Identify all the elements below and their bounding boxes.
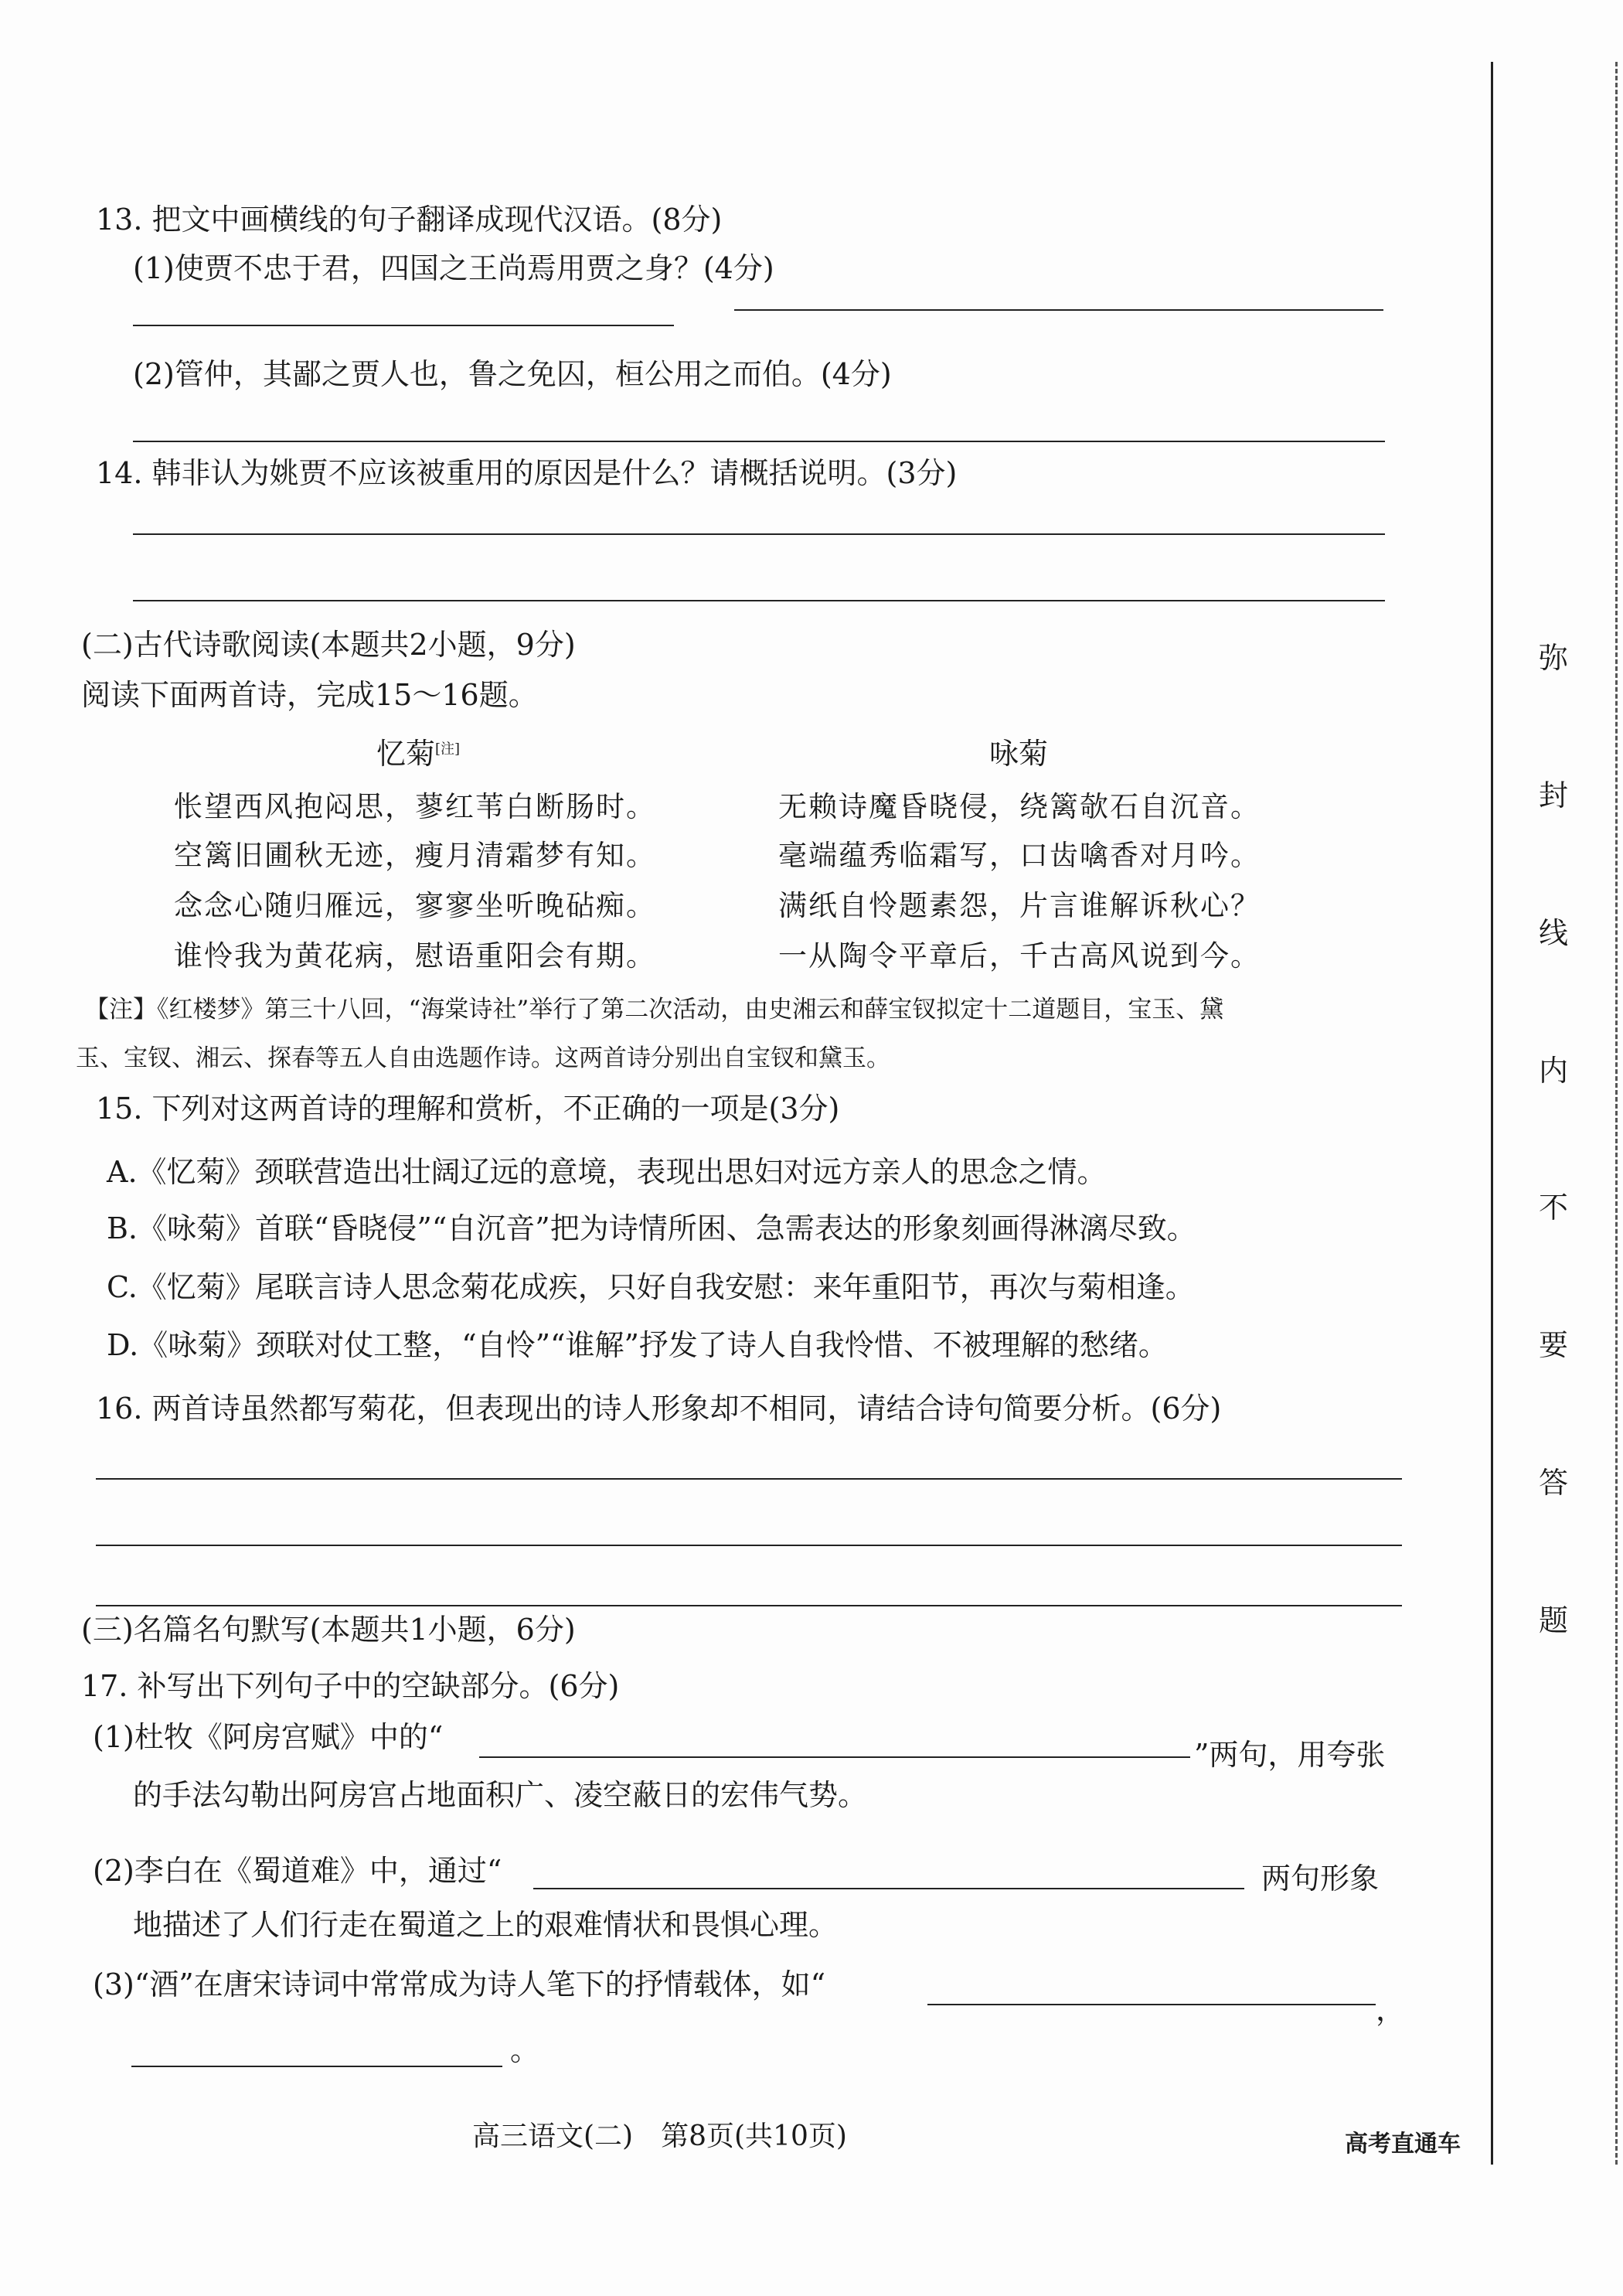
q13-sub2: (2)管仲，其鄙之贾人也，鲁之免囚，桓公用之而伯。(4分): [133, 357, 892, 391]
q17-sub3-period: 。: [510, 2033, 540, 2067]
poem2-line: 无赖诗魔昏晓侵，绕篱欹石自沉音。: [778, 790, 1261, 823]
seal-char: 封: [1538, 778, 1568, 812]
q16-stem: 16. 两首诗虽然都写菊花，但表现出的诗人形象却不相同，请结合诗句简要分析。(6分): [96, 1392, 1222, 1426]
answer-line[interactable]: [133, 325, 674, 326]
note-mark: [注]: [435, 741, 461, 758]
q17-sub1-end: ”两句，用夸张: [1194, 1738, 1386, 1772]
section2-instructions: 阅读下面两首诗，完成15～16题。: [81, 678, 538, 712]
answer-line[interactable]: [96, 1605, 1402, 1606]
q17-sub1-cont: 的手法勾勒出阿房宫占地面积广、凌空蔽日的宏伟气势。: [133, 1778, 868, 1812]
q17-sub2-cont: 地描述了人们行走在蜀道之上的艰难情状和畏惧心理。: [133, 1908, 839, 1942]
q17-sub1-start: (1)杜牧《阿房宫赋》中的“: [93, 1720, 444, 1754]
poem1-line: 空篱旧圃秋无迹，瘦月清霜梦有知。: [174, 839, 656, 872]
answer-line[interactable]: [133, 600, 1385, 601]
answer-line[interactable]: [96, 1478, 1402, 1480]
seal-char: 答: [1538, 1466, 1568, 1501]
seal-notice: [1534, 634, 1573, 1639]
poem1-line: 谁怜我为黄花病，慰语重阳会有期。: [174, 939, 656, 973]
q15-option-a[interactable]: A.《忆菊》颈联营造出壮阔辽远的意境，表现出思妇对远方亲人的思念之情。: [107, 1155, 1107, 1189]
page-footer: 高三语文(二) 第8页(共10页): [472, 2121, 847, 2152]
answer-line[interactable]: [133, 533, 1385, 535]
q14-stem: 14. 韩非认为姚贾不应该被重用的原因是什么？请概括说明。(3分): [96, 456, 958, 490]
poem2-line: 一从陶令平章后，千古高风说到今。: [778, 939, 1261, 973]
q17-sub3-comma: ，: [1376, 1993, 1406, 2027]
q17-stem: 17. 补写出下列句子中的空缺部分。(6分): [81, 1669, 620, 1703]
binding-line: [1491, 62, 1493, 2165]
note-line: 【注】《红楼梦》第三十八回，“海棠诗社”举行了第二次活动，由史湘云和薛宝钗拟定十二道题目，宝玉、黛: [85, 996, 1224, 1024]
answer-line[interactable]: [96, 1545, 1402, 1546]
answer-line[interactable]: [133, 441, 1385, 442]
seal-char: 题: [1538, 1603, 1568, 1637]
q15-option-c[interactable]: C.《忆菊》尾联言诗人思念菊花成疾，只好自我安慰：来年重阳节，再次与菊相逢。: [107, 1270, 1195, 1304]
blank-line[interactable]: [479, 1756, 1190, 1758]
cut-line: [1615, 62, 1618, 2165]
section3-title: (三)名篇名句默写(本题共1小题，6分): [81, 1613, 576, 1647]
poem2-title: 咏菊: [989, 737, 1049, 771]
seal-char: 要: [1538, 1328, 1568, 1363]
seal-char: 弥: [1538, 641, 1568, 675]
poem1-title: [376, 737, 460, 772]
blank-line[interactable]: [131, 2066, 502, 2067]
poem2-line: 满纸自怜题素怨，片言谁解诉秋心？: [778, 889, 1261, 922]
seal-char: 线: [1538, 915, 1568, 950]
q17-sub2-start: (2)李白在《蜀道难》中，通过“: [93, 1854, 502, 1888]
q17-sub3-start: (3)“酒”在唐宋诗词中常常成为诗人笔下的抒情载体，如“: [93, 1967, 826, 2001]
section2-title: (二)古代诗歌阅读(本题共2小题，9分): [81, 628, 576, 662]
blank-line[interactable]: [533, 1888, 1244, 1889]
note-line: 玉、宝钗、湘云、探春等五人自由选题作诗。这两首诗分别出自宝钗和黛玉。: [76, 1044, 890, 1072]
q13-stem: 13. 把文中画横线的句子翻译成现代汉语。(8分): [96, 203, 723, 237]
poem1-title-text: 忆菊: [376, 737, 436, 771]
q15-stem: 15. 下列对这两首诗的理解和赏析，不正确的一项是(3分): [96, 1092, 840, 1126]
poem1-line: 念念心随归雁远，寥寥坐听晚砧痴。: [174, 889, 656, 922]
q15-option-d[interactable]: D.《咏菊》颈联对仗工整，“自怜”“谁解”抒发了诗人自我怜惜、不被理解的愁绪。: [107, 1328, 1168, 1362]
poem2-line: 毫端蕴秀临霜写，口齿噙香对月吟。: [778, 839, 1261, 872]
seal-char: 不: [1538, 1191, 1568, 1225]
poem1-line: 怅望西风抱闷思，蓼红苇白断肠时。: [174, 790, 656, 823]
seal-char: 内: [1538, 1053, 1568, 1088]
answer-line[interactable]: [734, 309, 1383, 311]
watermark: 高考直通车: [1345, 2131, 1461, 2158]
blank-line[interactable]: [927, 2004, 1376, 2005]
q15-option-b[interactable]: B.《咏菊》首联“昏晓侵”“自沉音”把为诗情所困、急需表达的形象刻画得淋漓尽致。: [107, 1211, 1196, 1245]
q13-sub1: (1)使贾不忠于君，四国之王尚焉用贾之身？(4分): [133, 251, 774, 285]
q17-sub2-end: 两句形象: [1261, 1862, 1380, 1896]
